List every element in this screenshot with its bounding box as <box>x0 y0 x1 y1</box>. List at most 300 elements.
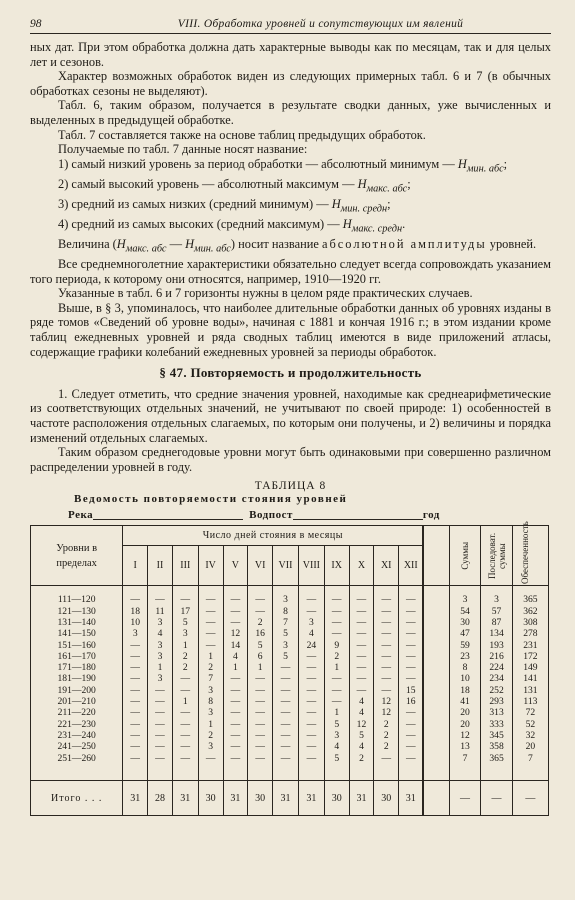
table-cell: — <box>381 752 392 764</box>
table-cell: 4 <box>334 741 340 753</box>
paragraph: Все среднемноголетние характеристики обязательно следует всегда сопровождать указанием того периода, к которому они относятся, например, 1910—1920 гг. <box>30 257 551 286</box>
table-cell: 5 <box>359 729 364 741</box>
table-cell: — <box>356 594 367 606</box>
table-cell: 1 <box>233 662 238 674</box>
symbol-h: H <box>116 237 126 251</box>
total-cell: 28 <box>148 781 173 816</box>
symbol-h: H <box>342 216 352 231</box>
table-cell: 3 <box>157 616 163 628</box>
table-cell: — <box>205 616 216 628</box>
table-cell: 234 <box>489 673 504 685</box>
table-cell: 252 <box>489 684 504 696</box>
table-cell: 23 <box>460 650 470 662</box>
table-cell: — <box>255 741 265 753</box>
list-text: 3) средний из самых низких (средний минимум) — <box>58 196 332 211</box>
total-cell: 31 <box>349 781 374 816</box>
table-cell: 3 <box>132 628 138 640</box>
table-cell: — <box>405 707 416 719</box>
table-cell: 201—210 <box>57 696 96 708</box>
table-cell: 52 <box>525 718 536 730</box>
table-cell: 57 <box>491 605 502 617</box>
col-header-levels-text: Уровни в пределах <box>56 542 98 569</box>
table-cell: 181—190 <box>57 673 96 685</box>
table-cell: 333 <box>489 718 504 730</box>
table-cell: 4 <box>359 696 364 708</box>
table-cell: — <box>230 741 241 753</box>
table-cell: — <box>230 707 241 719</box>
table-cell: 3 <box>208 707 214 719</box>
table-cell: — <box>306 752 317 764</box>
table-cell: — <box>306 729 317 741</box>
table-cell: — <box>255 605 265 617</box>
table-cell: — <box>405 718 416 730</box>
total-cell: — <box>449 781 481 816</box>
table-cell: — <box>130 650 140 662</box>
table-cell: — <box>405 605 416 617</box>
table-cell: — <box>155 741 165 753</box>
month-header: VIII <box>298 546 324 586</box>
table-cell: — <box>130 673 140 685</box>
table-cell: 3 <box>462 594 468 606</box>
subscript: макс. абс <box>125 243 167 255</box>
table-cell: 362 <box>523 605 538 617</box>
table-cell: 111—120 <box>57 594 96 606</box>
frequency-table <box>30 521 549 816</box>
table-cell: — <box>155 718 165 730</box>
punct: ; <box>503 156 508 171</box>
table-cell: — <box>155 752 165 764</box>
subscript: мин. абс <box>466 163 504 175</box>
col-header-sums-text: Суммы <box>460 542 471 570</box>
table-cell: 3 <box>157 639 163 651</box>
table-cell: — <box>405 594 416 606</box>
paragraph: Характер возможных обработок виден из следующих примерных табл. 6 и 7 (в обычных обработках сезоны не выделяют). <box>30 69 551 98</box>
table-cell: — <box>381 673 392 685</box>
paragraph: Табл. 7 составляется также на основе таблиц предыдущих обработок. <box>58 127 426 142</box>
table-cell: 8 <box>208 696 214 708</box>
body-text <box>30 40 551 474</box>
table-cell: 59 <box>460 639 470 651</box>
table-cell: — <box>280 741 291 753</box>
table-cell: — <box>356 639 367 651</box>
table-cell: — <box>180 684 191 696</box>
table-cell: — <box>331 594 342 606</box>
table-cell: 3 <box>157 673 163 685</box>
col-header-prov <box>512 521 548 586</box>
table-cell: 171—180 <box>57 662 96 674</box>
table-cell: — <box>130 752 140 764</box>
table-cell: — <box>306 605 317 617</box>
table-cell: — <box>130 741 140 753</box>
total-cell: — <box>512 781 548 816</box>
table-cell: 2 <box>334 650 340 662</box>
running-title: VIII. Обработка уровней и сопутствующих им явлений <box>177 18 464 30</box>
paragraph: Выше, в § 3, упоминалось, что наиболее длительные обработки данных об уровнях изданы в ряде томов «Сведений об уровне воды», начиная с 1881 и кончая 1916 г.; в этом издании кроме таблиц ежедневных уровней и ряда сводных таблиц имеются в виде приложений атласы, содержащие графики колебаний ежедневных уровней за периоды обработок. <box>30 300 551 359</box>
table-cell: — <box>230 718 241 730</box>
table-cell: 2 <box>182 650 188 662</box>
table-cell: 3 <box>208 741 214 753</box>
table-cell: — <box>180 673 191 685</box>
table-cell: 1 <box>257 662 263 674</box>
table-cell: 1 <box>208 650 214 662</box>
subscript: макс. средн <box>351 223 403 235</box>
table-cell: — <box>155 729 165 741</box>
table-cell: 172 <box>523 650 538 662</box>
table-cell: — <box>331 605 342 617</box>
table-cell: 6 <box>257 650 263 662</box>
total-cell: 31 <box>223 781 248 816</box>
table-cell: 2 <box>182 662 188 674</box>
month-column <box>223 586 248 781</box>
table-cell: — <box>155 684 165 696</box>
paragraph: Указанные в табл. 6 и 7 горизонты нужны в целом ряде практических случаев. <box>58 286 473 301</box>
table-cell: 5 <box>182 616 188 628</box>
table-cell: 12 <box>381 707 392 719</box>
table-cell: 2 <box>383 718 389 730</box>
table-cell: 3 <box>334 729 340 741</box>
table-cell: 149 <box>523 662 538 674</box>
table-cell: 3 <box>182 628 188 640</box>
month-column <box>349 586 374 781</box>
month-header: I <box>123 546 148 586</box>
paragraph <box>30 237 551 257</box>
table-cell: 10 <box>130 616 140 628</box>
table-cell: — <box>381 605 392 617</box>
month-header: VII <box>273 546 299 586</box>
total-cell: 31 <box>298 781 324 816</box>
list-item <box>30 217 551 237</box>
subscript: мин. абс <box>194 243 231 255</box>
table-cell: 131 <box>523 684 538 696</box>
punct: ; <box>387 196 391 211</box>
table-cell: — <box>130 594 140 606</box>
data-row <box>31 586 549 781</box>
table-cell: — <box>280 729 291 741</box>
table-cell: — <box>155 707 165 719</box>
table-cell: 11 <box>155 605 165 617</box>
table-cell: 251—260 <box>57 752 96 764</box>
table-cell: — <box>356 673 367 685</box>
table-cell: 313 <box>489 707 504 719</box>
table-cell: — <box>230 673 241 685</box>
table-caption: ТАБЛИЦА 8 <box>254 480 327 493</box>
running-header <box>30 18 551 34</box>
table-cell: — <box>130 696 140 708</box>
table-cell: — <box>205 594 216 606</box>
table-cell: 3 <box>283 639 288 651</box>
table-cell: — <box>180 707 191 719</box>
spaced-term: абсолютной амплитуды <box>321 237 487 251</box>
table-cell: — <box>356 628 367 640</box>
table-cell: 1 <box>182 639 188 651</box>
table-cell: — <box>405 673 416 685</box>
table-cell: 18 <box>130 605 140 617</box>
table-cell: 54 <box>460 605 470 617</box>
table-cell: 7 <box>208 673 214 685</box>
table-cell: 20 <box>460 718 470 730</box>
table-cell: 3 <box>494 594 499 606</box>
table-cell: 1 <box>334 707 340 719</box>
col-header-levels <box>31 526 123 586</box>
table-cell: 216 <box>489 650 504 662</box>
field-river-label: Река <box>68 509 94 522</box>
table-subtitle: Ведомость повторяемости стояния уровней <box>74 493 348 506</box>
table-cell: 191—200 <box>57 684 96 696</box>
month-column <box>399 586 424 781</box>
levels-column <box>31 586 123 781</box>
summary-column <box>512 586 548 781</box>
table-cell: — <box>356 605 367 617</box>
table-cell: 2 <box>383 741 389 753</box>
table-cell: — <box>280 752 291 764</box>
gap-cell <box>423 781 449 816</box>
table-cell: — <box>331 616 342 628</box>
month-header: VI <box>248 546 273 586</box>
table-cell: — <box>356 662 367 674</box>
paragraph: Получаемые по табл. 7 данные носят название: <box>58 142 308 157</box>
month-header: III <box>172 546 198 586</box>
table-cell: — <box>405 616 416 628</box>
list-item <box>30 197 551 217</box>
table-cell: — <box>280 673 291 685</box>
table-cell: 20 <box>460 707 470 719</box>
table-cell: 345 <box>489 729 504 741</box>
col-header-prov-text: Обеспеченность <box>520 521 531 584</box>
month-column <box>172 586 198 781</box>
table-cell: — <box>255 752 265 764</box>
table-cell: — <box>405 639 416 651</box>
table-cell: 15 <box>405 684 416 696</box>
month-header: II <box>148 546 173 586</box>
total-cell: 30 <box>198 781 223 816</box>
table-cell: — <box>306 741 317 753</box>
table-cell: 3 <box>283 594 288 606</box>
table-cell: 231—240 <box>57 729 96 741</box>
table-cell: — <box>280 696 291 708</box>
symbol-h: H <box>357 176 367 191</box>
table-cell: — <box>280 662 291 674</box>
text-run: — <box>166 237 186 251</box>
month-column <box>374 586 399 781</box>
table-cell: 141—150 <box>57 628 96 640</box>
table-cell: — <box>230 752 241 764</box>
table-cell: — <box>155 696 165 708</box>
table-cell: 2 <box>383 729 389 741</box>
table-cell: — <box>180 752 191 764</box>
table-cell: — <box>180 729 191 741</box>
subscript: мин. средн <box>340 203 388 215</box>
table-cell: 2 <box>359 752 364 764</box>
table-cell: — <box>205 628 216 640</box>
table-cell: 12 <box>381 696 392 708</box>
table-cell: 193 <box>489 639 504 651</box>
table-cell: — <box>230 696 241 708</box>
table-cell: 12 <box>460 729 470 741</box>
total-row <box>31 781 549 816</box>
table-cell: 221—230 <box>57 718 96 730</box>
table-cell: — <box>205 605 216 617</box>
total-cell: 31 <box>273 781 299 816</box>
table-cell: 5 <box>334 718 340 730</box>
table-cell: 1 <box>182 696 188 708</box>
list-text: 2) самый высокий уровень — абсолютный максимум — <box>58 176 358 191</box>
table-cell: 7 <box>528 752 533 764</box>
table-cell: — <box>130 729 140 741</box>
table-cell: — <box>130 639 140 651</box>
table-cell: 4 <box>308 628 314 640</box>
table-cell: 47 <box>460 628 470 640</box>
table-cell: — <box>306 662 317 674</box>
table-cell: — <box>130 662 140 674</box>
table-cell: 24 <box>306 639 317 651</box>
field-post-line <box>293 509 423 520</box>
table-cell: 30 <box>460 616 470 628</box>
list-item <box>30 157 551 177</box>
table-cell: 12 <box>356 718 367 730</box>
table-cell: 1 <box>157 662 163 674</box>
table-cell: 8 <box>283 605 288 617</box>
symbol-h: H <box>331 196 341 211</box>
col-header-sums <box>449 526 481 586</box>
table-cell: 7 <box>462 752 468 764</box>
table-cell: — <box>306 684 317 696</box>
table-cell: 7 <box>283 616 288 628</box>
table-cell: — <box>381 662 392 674</box>
table-cell: — <box>180 718 191 730</box>
total-cell: 30 <box>374 781 399 816</box>
table-cell: — <box>205 752 216 764</box>
table-cell: — <box>306 696 317 708</box>
table-cell: — <box>130 707 140 719</box>
table-cell: 5 <box>283 628 288 640</box>
table-cell: — <box>130 718 140 730</box>
field-river-line <box>93 509 243 520</box>
table-cell: — <box>230 684 241 696</box>
table-cell: — <box>306 594 317 606</box>
text-run: уровней. <box>486 237 537 251</box>
table-cell: — <box>230 616 241 628</box>
punct: . <box>402 216 406 231</box>
summary-column <box>481 586 513 781</box>
table-cell: 10 <box>460 673 470 685</box>
month-column <box>324 586 349 781</box>
total-cell: 31 <box>399 781 424 816</box>
table-cell: — <box>405 650 416 662</box>
table-cell: 2 <box>208 729 214 741</box>
page-number: 98 <box>30 18 42 30</box>
table-cell: 16 <box>255 628 265 640</box>
list-text: 1) самый низкий уровень за период обработки — абсолютный минимум — <box>58 156 458 171</box>
total-label: Итого . . . <box>31 781 123 816</box>
table-cell: — <box>381 594 392 606</box>
table-cell: 4 <box>359 741 364 753</box>
table-cell: — <box>130 684 140 696</box>
table-cell: 121—130 <box>57 605 96 617</box>
table-cell: 1 <box>208 718 214 730</box>
table-cell: — <box>255 684 265 696</box>
punct: ; <box>407 176 411 191</box>
table-cell: — <box>381 616 392 628</box>
table-cell: 293 <box>489 696 504 708</box>
table-cell: 151—160 <box>57 639 96 651</box>
table-cell: — <box>255 696 265 708</box>
table-cell: 1 <box>334 662 340 674</box>
table-cell: 18 <box>460 684 470 696</box>
month-column <box>198 586 223 781</box>
table-cell: — <box>381 650 392 662</box>
total-cell: 30 <box>248 781 273 816</box>
table-cell: — <box>255 729 265 741</box>
table-cell: — <box>331 673 342 685</box>
col-header-seq-text: Последоват. суммы <box>486 532 507 579</box>
table-cell: — <box>306 707 317 719</box>
col-header-seq <box>481 526 513 586</box>
month-header: IX <box>324 546 349 586</box>
table-cell: — <box>331 684 342 696</box>
text-run: Величина ( <box>58 237 117 251</box>
paragraph: 1. Следует отметить, что средние значения уровней, находимые как среднеарифметические из соответствующих отдельных значений, не учитывают по своей природе: 1) особенностей в частоте расположения отдельных слагаемых, по которым они получены, и 2) величины и порядка изменений отдельных слагаемых. <box>30 386 551 445</box>
table-cell: 87 <box>491 616 502 628</box>
table-cell: 5 <box>334 752 340 764</box>
table-cell: 20 <box>525 741 536 753</box>
month-header: XII <box>399 546 424 586</box>
month-header: XI <box>374 546 399 586</box>
table-cell: 8 <box>462 662 468 674</box>
table-cell: 2 <box>208 662 214 674</box>
table-cell: — <box>405 741 416 753</box>
table-cell: 211—220 <box>57 707 96 719</box>
gap-column <box>423 586 449 781</box>
table-cell: — <box>306 673 317 685</box>
month-column <box>298 586 324 781</box>
table-cell: 5 <box>283 650 288 662</box>
list-text: 4) средний из самых высоких (средний максимум) — <box>58 216 343 231</box>
table-cell: — <box>230 594 241 606</box>
table-cell: — <box>381 628 392 640</box>
table-cell: — <box>255 594 265 606</box>
table-cell: — <box>405 662 416 674</box>
table-cell: 134 <box>489 628 504 640</box>
month-column <box>273 586 299 781</box>
table-cell: 131—140 <box>57 616 96 628</box>
total-cell: 31 <box>123 781 148 816</box>
field-post-label: Водпост <box>249 509 293 522</box>
table-cell: — <box>381 639 392 651</box>
table-cell: — <box>255 673 265 685</box>
paragraph: Табл. 6, таким образом, получается в результате сводки данных, уже вычисленных и выделенных в предыдущей обработке. <box>30 98 551 127</box>
table-cell: 141 <box>523 673 538 685</box>
table-cell: 358 <box>489 741 504 753</box>
table-cell: 13 <box>460 741 470 753</box>
total-cell: — <box>481 781 513 816</box>
field-year-label: год <box>422 509 440 522</box>
table-cell: 365 <box>489 752 504 764</box>
table-cell: — <box>280 684 291 696</box>
subscript: макс. абс <box>366 183 408 195</box>
table-fields <box>68 509 551 521</box>
table-cell: 2 <box>257 616 263 628</box>
total-cell: 30 <box>324 781 349 816</box>
summary-column <box>449 586 481 781</box>
table-cell: 9 <box>334 639 340 651</box>
table-cell: 231 <box>523 639 538 651</box>
text-run: ) носит название <box>230 237 322 251</box>
table-cell: — <box>306 650 317 662</box>
table-cell: 3 <box>157 650 163 662</box>
table-cell: 17 <box>180 605 191 617</box>
table-cell: — <box>381 684 392 696</box>
table-cell: 4 <box>233 650 238 662</box>
